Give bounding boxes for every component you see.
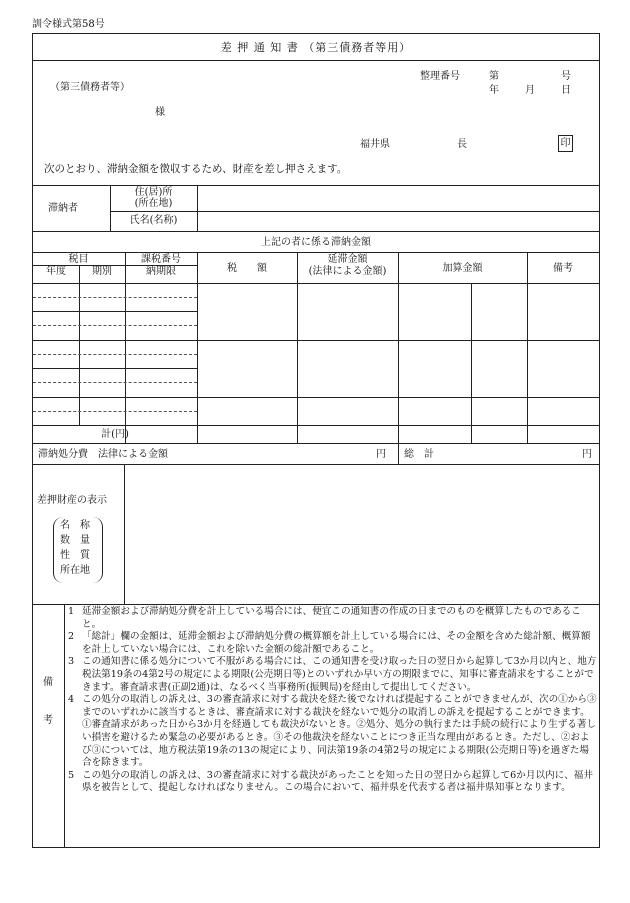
address-label-1: 住(居)所 bbox=[134, 187, 173, 198]
note-3-text: この通知書に係る処分について不服がある場合には、この通知書を受け取った日の翌日から起算して3か月以内と、地方税法第19条の4第2号の規定による期限(公売期日等)とのいずれか早い方の期限までに、知事に審査請求をすることができます。審査請求書(正副2通)は、なるべく当事務所(振興局)を経由して提出してください。 bbox=[82, 656, 597, 693]
name-label: 氏名(名称) bbox=[129, 215, 178, 226]
form-title: 差 押 通 知 書 （第三債務者等用） bbox=[220, 41, 412, 54]
col-zeimoku: 税目 bbox=[68, 254, 89, 265]
seal-mark: 印 bbox=[558, 135, 573, 152]
col-kibetsu: 期別 bbox=[92, 266, 112, 277]
grand-total-label: 総 計 bbox=[404, 449, 434, 460]
col-zeigaku: 税 額 bbox=[227, 263, 267, 274]
fees-yen: 円 bbox=[376, 449, 386, 460]
note-1 bbox=[68, 606, 598, 631]
note-3 bbox=[68, 656, 598, 694]
recipient-label: （第三債務者等） bbox=[50, 82, 130, 93]
fees-label: 滞納処分費 法律による金額 bbox=[38, 449, 168, 460]
total-label: 計(円) bbox=[101, 429, 129, 440]
year-text: 年 bbox=[489, 85, 499, 96]
col-kazei: 課税番号 bbox=[141, 254, 181, 265]
property-item-location: 所在地 bbox=[60, 565, 90, 576]
remarks-label-1: 備 bbox=[43, 677, 53, 688]
note-1-text: 延滞金額および滞納処分費を計上している場合には、便宜この通知書の作成の日までのものを概算したものであること。 bbox=[82, 606, 581, 630]
day-text: 日 bbox=[561, 85, 571, 96]
note-2 bbox=[68, 631, 598, 656]
note-5 bbox=[68, 770, 598, 795]
property-item-name: 名 称 bbox=[60, 520, 90, 531]
col-nouki: 納期限 bbox=[146, 266, 176, 277]
note-3-num: 3 bbox=[68, 656, 75, 668]
col-biko: 備考 bbox=[553, 263, 573, 274]
note-4-num: 4 bbox=[68, 694, 75, 706]
form-id: 訓令様式第58号 bbox=[32, 19, 105, 30]
col-entai-1: 延滞金額 bbox=[327, 254, 368, 265]
go-text: 号 bbox=[561, 71, 571, 82]
col-nendo: 年度 bbox=[46, 266, 66, 277]
issuer-title: 長 bbox=[457, 139, 467, 150]
remarks-label-2: 考 bbox=[43, 715, 53, 726]
note-5-num: 5 bbox=[68, 769, 75, 781]
issuer-prefecture: 福井県 bbox=[360, 139, 390, 150]
note-4-text: この処分の取消しの訴えは、3の審査請求に対する裁決を経た後でなければ提起することができませんが、次の①から③までのいずれかに該当するときは、審査請求に対する裁決を経ないで処分の取消しの訴えを提起することができます。①審査請求があった日から3か月を経過しても裁決がないとき。②処分、処分の執行または手続の続行により生ずる著しい損害を避けるため緊急の必要があるとき。③その他裁決を経ないことにつき正当な理由があるとき。ただし、②および③については、地方税法第19条の13の規定により、同法第19条の4第2号の規定による期限(公売期日等)を過ぎた場合を除きます。 bbox=[82, 694, 597, 769]
table-section-title: 上記の者に係る滞納金額 bbox=[261, 237, 371, 248]
grand-total-yen: 円 bbox=[582, 449, 592, 460]
intro-text: 次のとおり、滞納金額を徴収するため、財産を差し押さえます。 bbox=[44, 163, 348, 175]
note-4 bbox=[68, 694, 598, 770]
address-label-2: (所在地) bbox=[134, 198, 173, 209]
dai-text: 第 bbox=[489, 71, 499, 82]
note-5-text: この処分の取消しの訴えは、3の審査請求に対する裁決があったことを知った日の翌日から起算して6か月以内に、福井県を被告として、提起しなければなりません。この場合において、福井県を代表する者は福井県知事となります。 bbox=[82, 769, 593, 794]
col-kasan: 加算金額 bbox=[442, 263, 483, 274]
property-item-nature: 性 質 bbox=[60, 550, 90, 561]
month-text: 月 bbox=[525, 85, 535, 96]
note-1-num: 1 bbox=[68, 606, 75, 617]
remarks-notes bbox=[68, 606, 598, 795]
note-2-num: 2 bbox=[68, 631, 75, 643]
sama-text: 様 bbox=[155, 107, 165, 118]
taxpayer-label: 滞納者 bbox=[48, 203, 78, 214]
seiri-label: 整理番号 bbox=[420, 71, 460, 82]
note-2-text: 「総計」欄の金額は、延滞金額および滞納処分費の概算額を計上している場合には、その金額を含めた総計額、概算額を計上していない場合には、これを除いた金額の総計額であること。 bbox=[82, 631, 591, 655]
property-label: 差押財産の表示 bbox=[37, 495, 107, 506]
col-entai-2: (法律による金額) bbox=[308, 266, 387, 277]
property-item-quantity: 数 量 bbox=[60, 535, 90, 546]
